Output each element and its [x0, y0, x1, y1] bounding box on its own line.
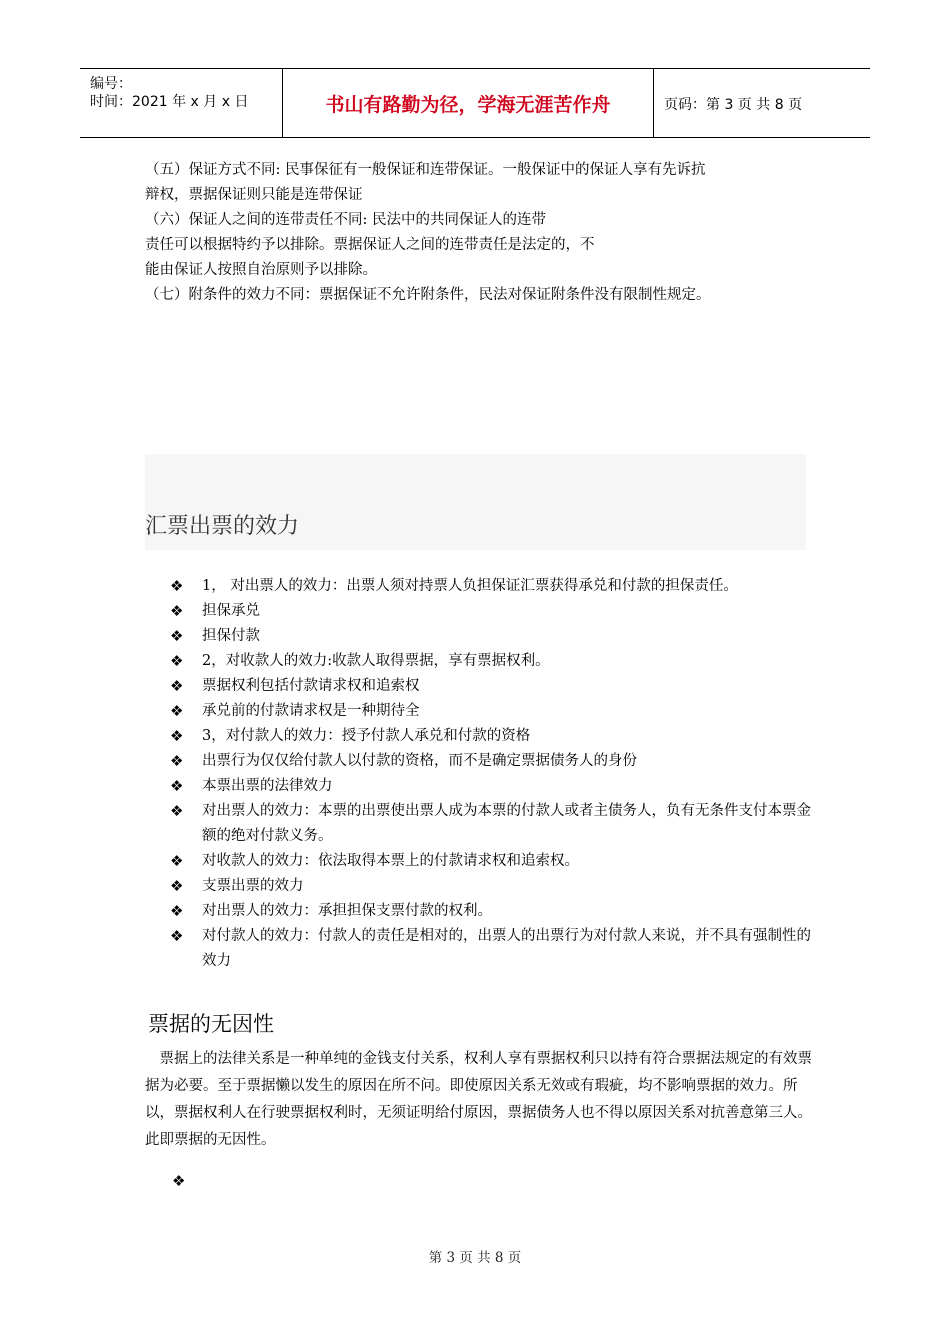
list-item-text: 担保承兑: [202, 603, 260, 619]
list-item: [170, 574, 820, 599]
list-item: [170, 724, 820, 749]
list-item-text: 支票出票的效力: [202, 878, 304, 894]
list-item-text: 对出票人的效力：本票的出票使出票人成为本票的付款人或者主债务人，负有无条件支付本票金额的绝对付款义务。: [202, 803, 811, 844]
diamond-bullet-icon: ❖: [170, 777, 184, 795]
diamond-bullet-icon: ❖: [170, 677, 184, 695]
list-item: [170, 624, 820, 649]
list-item-text: 对付款人的效力：付款人的责任是相对的，出票人的出票行为对付款人来说，并不具有强制性的效力: [202, 928, 811, 969]
intro-line: 责任可以根据特约予以排除。票据保证人之间的连带责任是法定的，不: [145, 237, 595, 253]
diamond-bullet-icon: ❖: [170, 727, 184, 745]
section-heading: 票据的无因性: [148, 1012, 274, 1036]
diamond-bullet-icon: ❖: [170, 877, 184, 895]
list-item: [170, 674, 820, 699]
header-table: [80, 68, 870, 138]
list-item: [170, 699, 820, 724]
diamond-bullet-icon: ❖: [170, 702, 184, 720]
list-item-text: 对出票人的效力：承担担保支票付款的权利。: [202, 903, 492, 919]
list-item: [170, 749, 820, 774]
diamond-bullet-icon: ❖: [170, 577, 184, 595]
body-paragraph-text: 票据上的法律关系是一种单纯的金钱支付关系，权利人享有票据权利只以持有符合票据法规定的有效票据为必要。至于票据懒以发生的原因在所不问。即使原因关系无效或有瑕疵，均不影响票据的效力。所以，票据权利人在行驶票据权利时，无须证明给付原因，票据债务人也不得以原因关系对抗善意第三人。此即票据的无因性。: [145, 1051, 812, 1148]
list-item-text: 担保付款: [202, 628, 260, 644]
list-item-text: 对收款人的效力：依法取得本票上的付款请求权和追索权。: [202, 853, 579, 869]
diamond-bullet-icon: ❖: [170, 902, 184, 920]
time-label: 时间：2021 年 x 月 x 日: [90, 94, 249, 110]
list-item: [170, 849, 820, 874]
list-item-text: 本票出票的法律效力: [202, 778, 333, 794]
diamond-bullet-icon: ❖: [170, 602, 184, 620]
diamond-bullet-icon: ❖: [170, 752, 184, 770]
list-item: [170, 924, 820, 974]
motto: 书山有路勤为径，学海无涯苦作舟: [283, 69, 654, 137]
diamond-bullet-icon: ❖: [170, 802, 184, 820]
header-left-cell: [80, 69, 283, 137]
diamond-bullet-icon: ❖: [170, 652, 184, 670]
list-item-text: 1， 对出票人的效力：出票人须对持票人负担保证汇票获得承兑和付款的担保责任。: [202, 578, 738, 594]
diamond-bullet-icon: ❖: [170, 927, 184, 945]
list-item-text: 2，对收款人的效力:收款人取得票据，享有票据权利。: [202, 653, 550, 669]
intro-line: 能由保证人按照自治原则予以排除。: [145, 262, 377, 278]
diamond-bullet-icon: ❖: [170, 852, 184, 870]
diamond-bullet-icon: ❖: [172, 1172, 186, 1190]
section-title: 汇票出票的效力: [145, 514, 300, 539]
bullet-list: [170, 574, 820, 974]
list-item: [170, 899, 820, 924]
diamond-bullet-icon: ❖: [170, 627, 184, 645]
intro-paragraph: [145, 158, 815, 308]
list-item-text: 票据权利包括付款请求权和追索权: [202, 678, 420, 694]
intro-line: （六）保证人之间的连带责任不同: 民法中的共同保证人的连带: [145, 212, 546, 228]
section-title-box: [145, 454, 806, 550]
list-item-text: 承兑前的付款请求权是一种期待全: [202, 703, 420, 719]
intro-line: 辩权，票据保证则只能是连带保证: [145, 187, 363, 203]
code-label: 编号：: [90, 76, 132, 92]
list-item: [170, 649, 820, 674]
list-item: [170, 874, 820, 899]
page-footer: 第 3 页 共 8 页: [428, 1250, 522, 1266]
list-item: [170, 599, 820, 624]
list-item: [170, 799, 820, 849]
list-item: [170, 774, 820, 799]
intro-line: （五）保证方式不同: 民事保征有一般保证和连带保证。一般保证中的保证人享有先诉抗: [145, 162, 706, 178]
body-paragraph: [145, 1046, 815, 1154]
intro-line: （七）附条件的效力不同：票据保证不允许附条件，民法对保证附条件没有限制性规定。: [145, 287, 711, 303]
list-item-text: 出票行为仅仅给付款人以付款的资格，而不是确定票据债务人的身份: [202, 753, 637, 769]
page-info: 页码：第 3 页 共 8 页: [664, 97, 803, 113]
list-item-text: 3，对付款人的效力：授予付款人承兑和付款的资格: [202, 728, 531, 744]
